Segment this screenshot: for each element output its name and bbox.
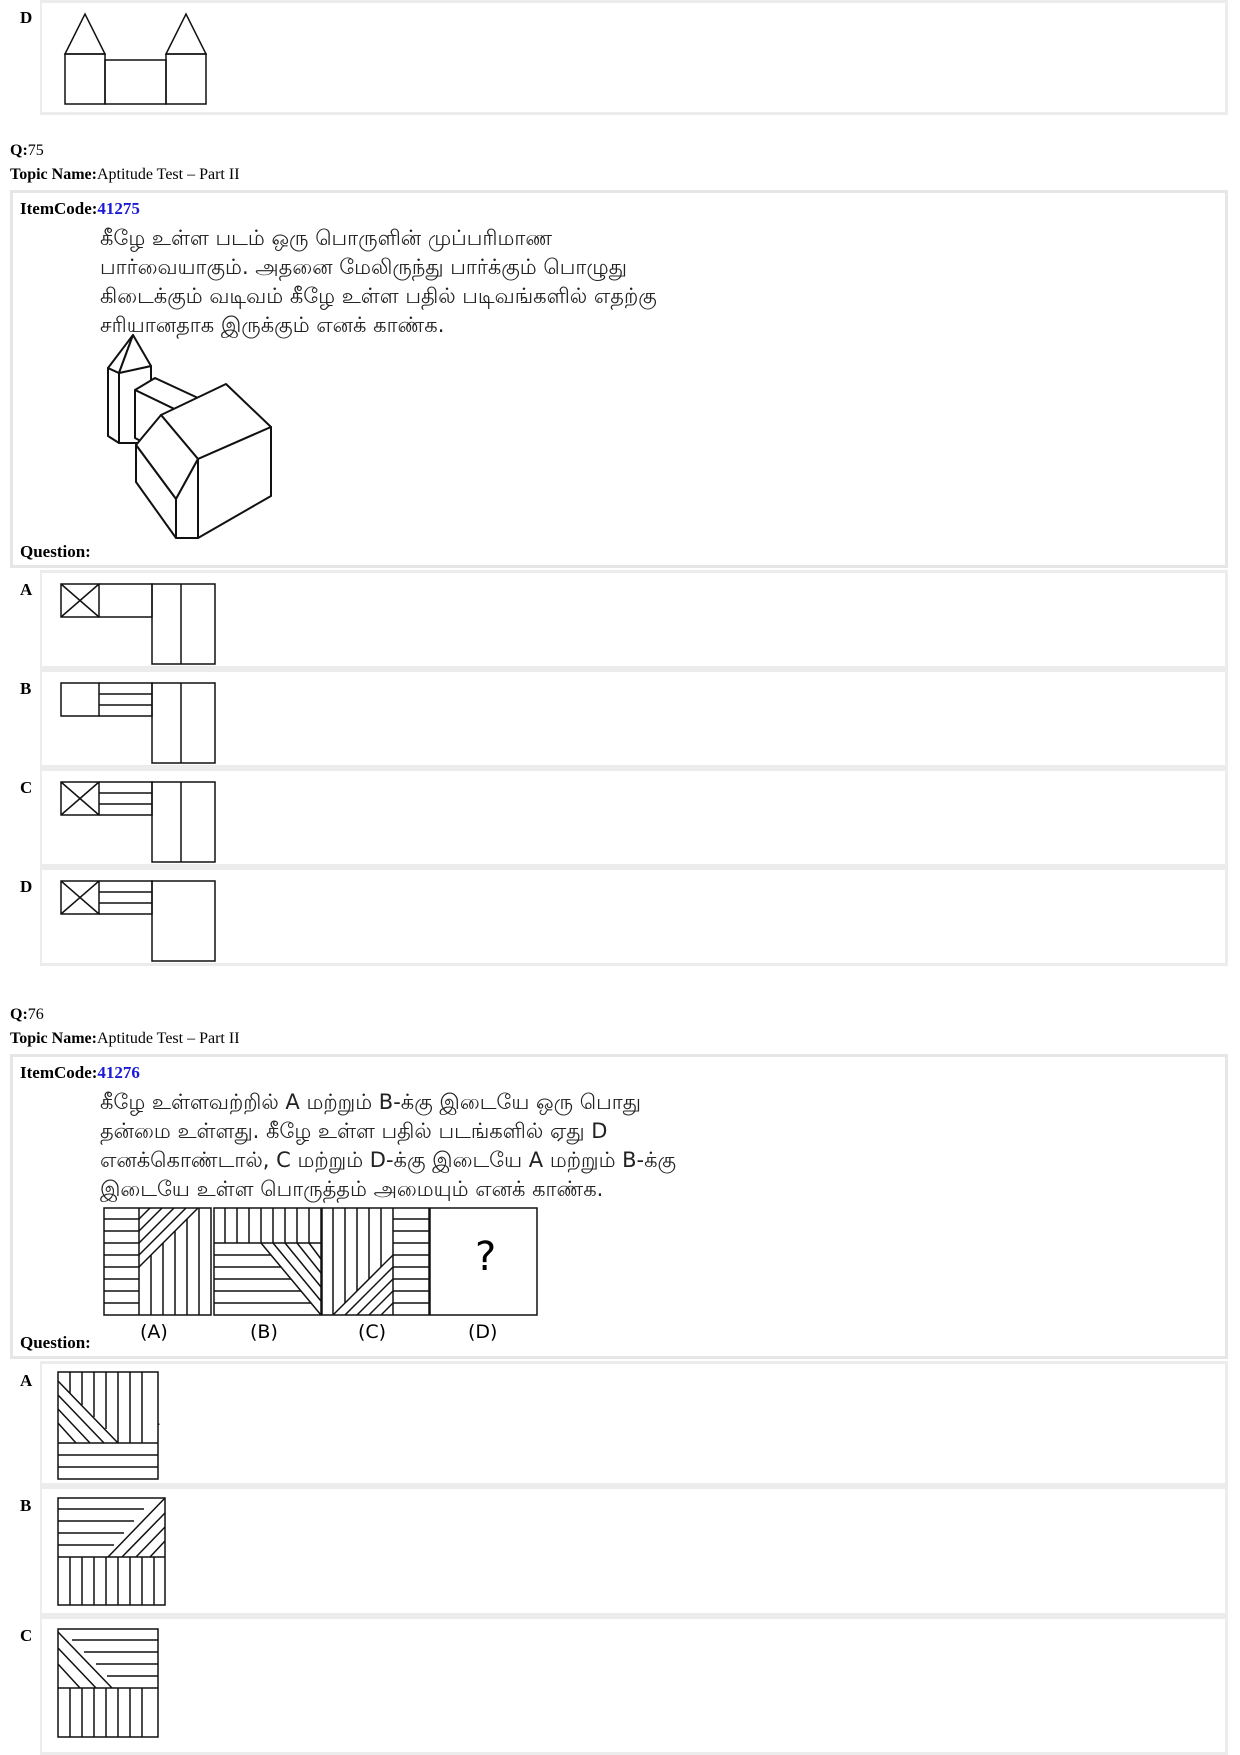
option-b-75[interactable] xyxy=(10,669,1228,768)
isometric-object-figure xyxy=(103,338,303,568)
analogy-figure-a xyxy=(103,1207,213,1317)
option-label: A xyxy=(10,570,40,669)
option-d-75[interactable] xyxy=(10,867,1228,966)
option-figure-area xyxy=(42,870,1225,963)
question-card-76 xyxy=(10,1054,1228,1359)
option-figure-area xyxy=(42,1619,1225,1752)
analogy-figure-c xyxy=(321,1207,431,1317)
question-label-75: Question: xyxy=(20,542,91,561)
option-c-76[interactable] xyxy=(10,1616,1228,1755)
option-label: A xyxy=(10,1361,40,1486)
option-figure-area xyxy=(42,672,1225,765)
topic-name-75: Topic Name:Aptitude Test – Part II xyxy=(10,166,240,183)
question-number-76: Q:76 xyxy=(10,1006,44,1023)
option-label: C xyxy=(10,1616,40,1755)
option-label: D xyxy=(10,0,40,115)
question-text-line: பார்வையாகும். அதனை மேலிருந்து பார்க்கும் பொழுது xyxy=(100,255,627,279)
figure-label-d: (D) xyxy=(468,1321,498,1343)
itemcode-76: ItemCode:41276 xyxy=(20,1063,140,1082)
option-figure-area xyxy=(42,1364,1225,1483)
answer-figure-c xyxy=(52,1628,172,1743)
top-view-option-a xyxy=(52,583,212,673)
castle-option-figure xyxy=(52,8,252,118)
top-view-option-d xyxy=(52,880,212,970)
answer-figure-a xyxy=(52,1371,172,1486)
question-mark: ? xyxy=(475,1234,497,1280)
top-view-option-c xyxy=(52,781,212,871)
option-figure-area xyxy=(42,573,1225,666)
question-card-75 xyxy=(10,190,1228,568)
option-label: B xyxy=(10,1486,40,1616)
question-text-line: சரியானதாக இருக்கும் எனக் காண்க. xyxy=(100,313,445,337)
prev-option-d[interactable] xyxy=(10,0,1228,115)
option-b-76[interactable] xyxy=(10,1486,1228,1616)
analogy-figure-b xyxy=(213,1207,323,1317)
question-text-line: இடையே உள்ள பொருத்தம் அமையும் எனக் காண்க. xyxy=(100,1177,604,1201)
top-view-option-b xyxy=(52,682,212,772)
answer-figure-b xyxy=(52,1497,172,1612)
figure-label-c: (C) xyxy=(358,1321,387,1343)
figure-label-b: (B) xyxy=(250,1321,278,1343)
question-number-75: Q:75 xyxy=(10,142,44,159)
question-text-76 xyxy=(100,1088,1000,1204)
option-figure-area xyxy=(42,1489,1225,1613)
option-label: C xyxy=(10,768,40,867)
option-label: B xyxy=(10,669,40,768)
question-text-line: எனக்கொண்டால், C மற்றும் D-க்கு இடையே A மற்றும் B-க்கு xyxy=(100,1148,677,1172)
question-text-line: தன்மை உள்ளது. கீழே உள்ள பதில் படங்களில் ஏது D xyxy=(100,1119,608,1143)
topic-name-76: Topic Name:Aptitude Test – Part II xyxy=(10,1030,240,1047)
stray-dot: . xyxy=(157,1414,161,1429)
option-a-76[interactable] xyxy=(10,1361,1228,1486)
question-text-line: கிடைக்கும் வடிவம் கீழே உள்ள பதில் படிவங்களில் எதற்கு xyxy=(100,284,657,308)
option-figure-area xyxy=(42,3,1225,112)
option-figure-area xyxy=(42,771,1225,864)
question-text-75 xyxy=(100,224,1000,340)
question-label-76: Question: xyxy=(20,1333,91,1352)
option-a-75[interactable] xyxy=(10,570,1228,669)
figure-label-a: (A) xyxy=(140,1321,168,1343)
option-label: D xyxy=(10,867,40,966)
itemcode-75: ItemCode:41275 xyxy=(20,199,140,218)
question-text-line: கீழே உள்ளவற்றில் A மற்றும் B-க்கு இடையே ஒரு பொது xyxy=(100,1090,641,1114)
question-text-line: கீழே உள்ள படம் ஒரு பொருளின் முப்பரிமாண xyxy=(100,226,553,250)
option-c-75[interactable] xyxy=(10,768,1228,867)
